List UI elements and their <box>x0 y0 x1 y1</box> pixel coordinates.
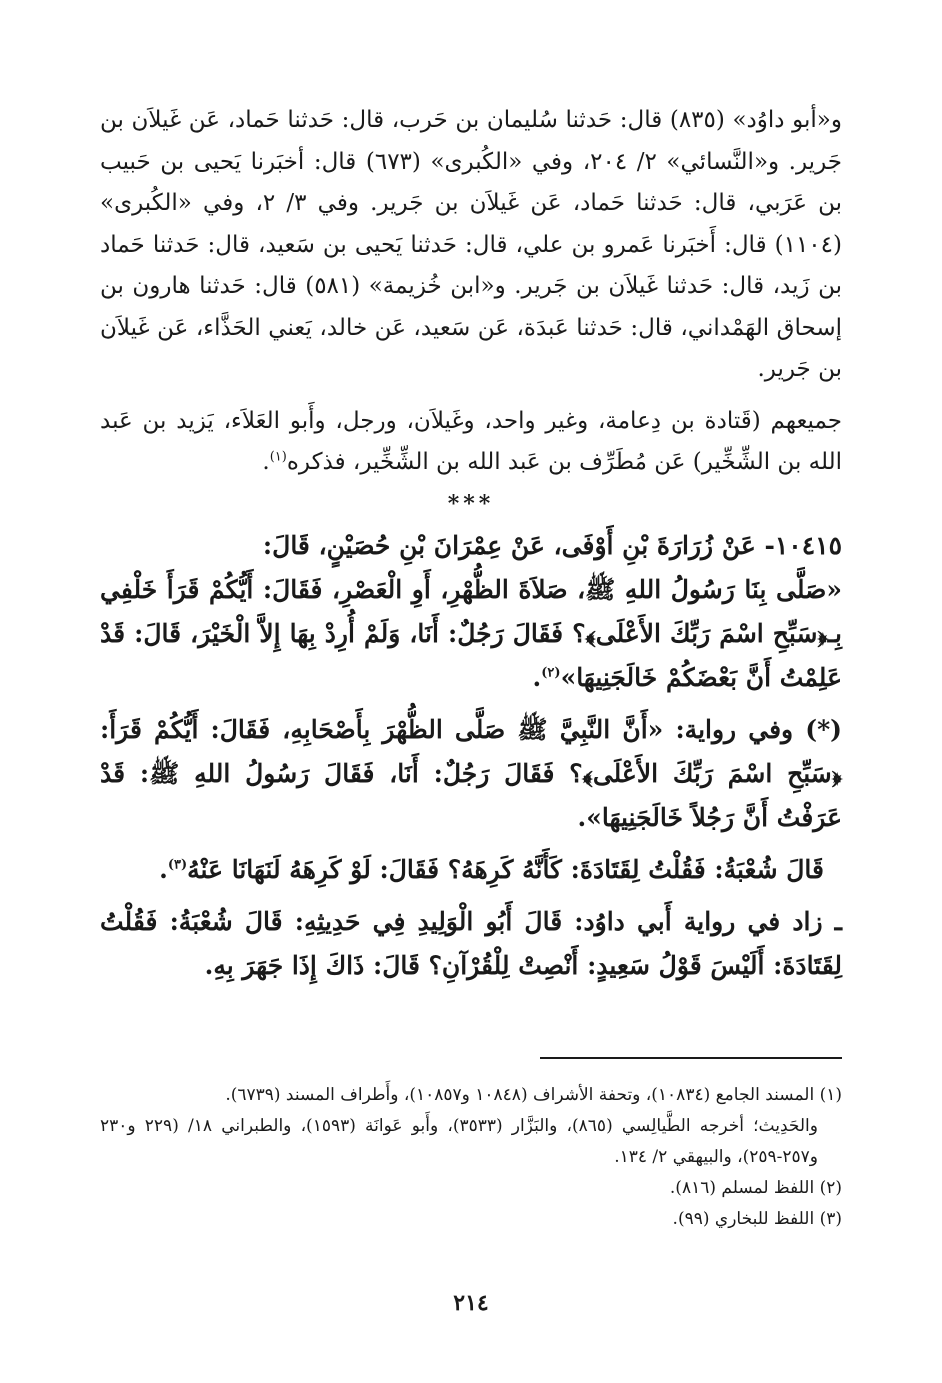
footnote-1: (١) المسند الجامع (١٠٨٣٤)، وتحفة الأشراف (١٠٨٤٨ و١٠٨٥٧)، وأَطراف المسند (٦٧٣٩). <box>225 1085 842 1105</box>
shuba-statement: قَالَ شُعْبَةُ: فَقُلْتُ لِقَتَادَةَ: كَأَنَّهُ كَرِهَهُ؟ فَقَالَ: لَوْ كَرِهَهُ لَنَهَانَا عَنْهُ$^{(٣)}$. <box>159 854 824 884</box>
footnote-ref-2[interactable]: (٢) <box>541 665 561 681</box>
footnote-1-continuation: والحَدِيث؛ أخرجه الطَّيالِسي (٨٦٥)، والبَزَّار (٣٥٣٣)، وأَبو عَوانَة (١٥٩٣)، والطبراني ١٨/ (٢٢٩ و٢٣٠ و٢٥٧-٢٥٩)، والبيهقي ٢/ ١٣٤. <box>100 1116 818 1167</box>
footnote-ref-3[interactable]: (٣) <box>167 857 188 873</box>
footnote-ref-1[interactable]: (١) <box>269 449 287 465</box>
shuba-statement-text: قَالَ شُعْبَةُ: فَقُلْتُ لِقَتَادَةَ: كَأَنَّهُ كَرِهَهُ؟ فَقَالَ: لَوْ كَرِهَهُ لَنَهَانَا عَنْهُ <box>187 854 824 884</box>
page-number: ٢١٤ <box>453 1290 489 1316</box>
paragraph-summary-text: جميعهم (قَتادة بن دِعامة، وغير واحد، وغَيلاَن، ورجل، وأَبو العَلاَء، يَزيد بن عَبد الله بن الشِّخِّير) عَن مُطَرِّف بن عَبد الله بن الشِّخِّير، فذكره <box>100 407 842 475</box>
footnotes <box>100 1080 842 1235</box>
paragraph-summary: جميعهم (قَتادة بن دِعامة، وغير واحد، وغَيلاَن، ورجل، وأَبو العَلاَء، يَزيد بن عَبد الله بن الشِّخِّير) عَن مُطَرِّف بن عَبد الله بن الشِّخِّير، فذكره$^{(١)}$. <box>100 407 842 475</box>
abudawud-addition: ـ زاد في رواية أَبي داوُد: قَالَ أَبُو الْوَلِيدِ فِي حَدِيثِهِ: قَالَ شُعْبَةُ: فَقُلْتُ لِقَتَادَةَ: أَلَيْسَ قَوْلُ سَعِيدٍ: أَنْصِتْ لِلْقُرْآنِ؟ قَالَ: ذَاكَ إِذَا جَهَرَ بِهِ. <box>100 906 842 980</box>
hadith-heading: ١٠٤١٥- عَنْ زُرَارَةَ بْنِ أَوْفَى، عَنْ عِمْرَانَ بْنِ حُصَيْنٍ، قَالَ: <box>262 530 842 560</box>
main-text <box>100 100 842 988</box>
footnote-3: (٣) اللفظ للبخاري (٩٩). <box>672 1209 842 1229</box>
footnote-divider <box>540 1057 842 1059</box>
section-separator: *** <box>447 490 495 517</box>
paragraph-sources: و«أبو داوُد» (٨٣٥) قال: حَدثنا سُليمان بن حَرب، قال: حَدثنا حَماد، عَن غَيلاَن بن جَرير. و«النَّسائي» ٢/ ٢٠٤، وفي «الكُبرى» (٦٧٣) قال: أخبَرنا يَحيى بن حَبيب بن عَرَبي، قال: حَدثنا حَماد، عَن غَيلاَن بن جَرير. وفي ٣/ ٢، وفي «الكُبرى» (١١٠٤) قال: أَخبَرنا عَمرو بن علي، قال: حَدثنا يَحيى بن سَعيد، قال: حَدثنا حَماد بن زَيد، قال: حَدثنا غَيلاَن بن جَرير. و«ابن خُزيمة» (٥٨١) قال: حَدثنا هارون بن إسحاق الهَمْداني، قال: حَدثنا عَبدَة، عَن سَعيد، عَن خالد، يَعني الحَذَّاء، عَن غَيلاَن بن جَرير. <box>100 107 842 382</box>
hadith-text-body: «صَلَّى بِنَا رَسُولُ اللهِ ﷺ، صَلاَةَ الظُّهْرِ، أَوِ الْعَصْرِ، فَقَالَ: أَيُّكُمْ قَرَأَ خَلْفِي بِـ﴿سَبِّحِ اسْمَ رَبِّكَ الأَعْلَى﴾؟ فَقَالَ رَجُلٌ: أَنَا، وَلَمْ أُرِدْ بِهَا إِلاَّ الْخَيْرَ، قَالَ: قَدْ عَلِمْتُ أَنَّ بَعْضَكُمْ خَالَجَنِيهَا» <box>100 574 842 692</box>
footnote-2: (٢) اللفظ لمسلم (٨١٦). <box>669 1178 842 1198</box>
hadith-variant: (*) وفي رواية: «أَنَّ النَّبِيَّ ﷺ صَلَّى الظُّهْرَ بِأَصْحَابِهِ، فَقَالَ: أَيُّكُمْ قَرَأَ: ﴿سَبِّحِ اسْمَ رَبِّكَ الأَعْلَى﴾؟ فَقَالَ رَجُلٌ: أَنَا، فَقَالَ رَسُولُ اللهِ ﷺ: قَدْ عَرَفْتُ أَنَّ رَجُلاً خَالَجَنِيهَا». <box>100 714 842 832</box>
hadith-text: «صَلَّى بِنَا رَسُولُ اللهِ ﷺ، صَلاَةَ الظُّهْرِ، أَوِ الْعَصْرِ، فَقَالَ: أَيُّكُمْ قَرَأَ خَلْفِي بِـ﴿سَبِّحِ اسْمَ رَبِّكَ الأَعْلَى﴾؟ فَقَالَ رَجُلٌ: أَنَا، وَلَمْ أُرِدْ بِهَا إِلاَّ الْخَيْرَ، قَالَ: قَدْ عَلِمْتُ أَنَّ بَعْضَكُمْ خَالَجَنِيهَا»$^{(٢)}$. <box>100 574 842 692</box>
